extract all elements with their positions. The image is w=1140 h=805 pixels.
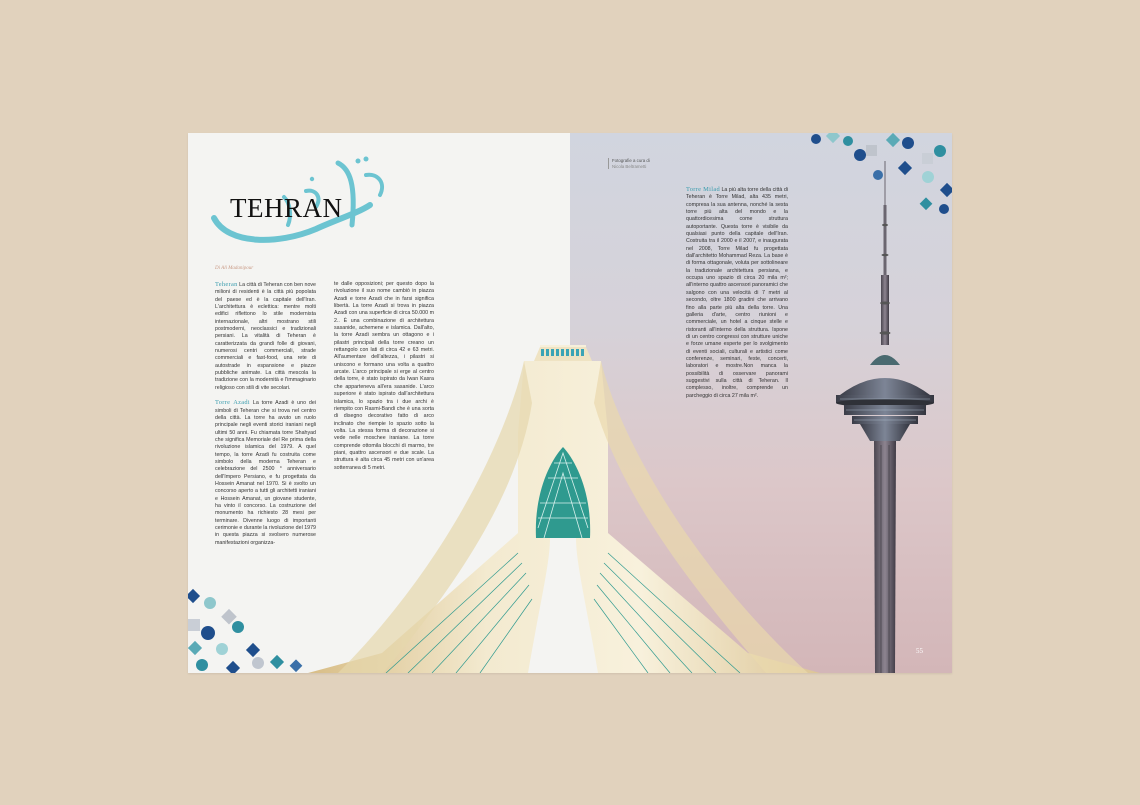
paragraph-azadi-continued: te dalle opposizioni; per questo dopo la rivoluzione il suo nome cambiò in piazza Azadi e torre Azadi che in farsi significa libertà. La torre Azadi si trova in piazza Azadi con una superficie di circa 50.000 m 2.. È una combinazione di architettura sasanide, achemene e islamica. Dall'alto, la torre Azadi sembra un ottagono e i pilastri principali della torre creano un rettangolo con lati di circa 42 e 63 metri. All'aumentare dell'altezza, i pilastri si uniscono e formano una volta a quattro arcate. L'arco principale si erge al centro della torre, è stato ispirato da Iwan Kasra che apparteneva all'era sasanide. L'arco superiore è stato ispirato dall'architettura islamica, lo spazio tra i due archi è riempito con Rasmi-Bandi che è una sorta di disegno decorativo fatto di arco inclinato che riempie lo spazio sotto la volta. La stessa forma di decorazione si vede nelle moschee iraniane. La torre comprende ottomila blocchi di marmo, tre piani, quattro ascensori e due scale. La struttura è alta circa 45 metri con un'area sotterranea di 5 metri. — [334, 281, 434, 471]
byline: Di Ali Madanipour — [215, 266, 254, 271]
paragraph-torre-milad — [686, 186, 788, 400]
column-3 — [686, 186, 788, 407]
photo-credit — [608, 158, 650, 169]
paragraph-teheran — [215, 281, 316, 392]
page-number: 55 — [916, 647, 923, 655]
photo-credit-line-2: Nicola Beltrametti — [612, 163, 647, 169]
text-torre-milad: La più alta torre della città di Teheran è Torre Milad, alta 435 metri, compresa la sua antenna, nonché la sesta torre più alta del mondo e la quattordicesima come struttura autoportante. Questa torre è visibile da qualsiasi punto della capitale dell'Iran. Costruita tra il 2000 e il 2007, e inaugurata nel 2008, Torre Milad fu progettata dall'architetto Mohammad Reza. La base è di forma ottagonale, voluta per sottolineare la tradizionale architettura persiana, e occupa uno spazio di circa 20 mila m²; all'interno quattro ascensori panoramici che salgono con una velocità di 7 metri al secondo, oltre 1800 gradini che arrivano fino alla parte più alta della torre. Una galleria d'arte, centro riunioni e commerciale, un hotel a cinque stelle e ristoranti all'interno della struttura. Ispone di un centro congressi con strutture uniche e forze umane esperte per lo svolgimento di eventi sociali, culturali e artistici come conferenze, seminari, feste, concerti, laboratori e mostre.Non manca la possibilità di osservare panorami suggestivi sulla città di Teheran. Il complesso, inoltre, comprende un parcheggio di circa 27 mila m². — [686, 187, 789, 399]
column-1 — [215, 281, 316, 554]
article-title: TEHRAN — [230, 193, 343, 223]
text-torre-azadi: La torre Azadi è uno dei simboli di Teheran che si trova nel centro della città. La torre ha avuto un ruolo principale negli eventi storici iraniani negli ultimi 50 anni. Fu chiamata torre Shahyad che significa Memoriale del Re prima della rivoluzione islamica del 1979. A quel tempo, la torre Azadi fu costruita come simbolo della moderna Teheran e celebrazione del 2500 ° anniversario dell'Impero Persiano, e fu progettata da Hossein Amanat nel 1970. Si è svolto un concorso aperto a tutti gli architetti iraniani e Hossein Amanat, un giovane studente, ha vinto il concorso. La costruzione del monumento ha richiesto 28 mesi per terminare. Divenne luogo di importanti cerimonie e durante la rivoluzione del 1979 in questa piazza si svolsero numerose manifestazioni organizza- — [215, 400, 316, 546]
milad-tower-illustration — [836, 161, 934, 673]
column-2 — [334, 281, 434, 479]
lead-torre-azadi: Torre Azadi — [215, 399, 250, 407]
lead-teheran: Teheran — [215, 281, 238, 288]
tile-pattern-top-right — [811, 133, 952, 214]
paragraph-torre-azadi — [215, 399, 316, 547]
photo-credit-line-1: Fotografie a cura di — [612, 158, 650, 163]
tile-pattern-bottom-left — [188, 589, 302, 673]
lead-torre-milad: Torre Milad — [686, 186, 720, 193]
magazine-spread — [188, 133, 952, 673]
text-teheran: La città di Teheran con ben nove milioni di residenti è la città più popolata del paese ed è la capitale dell'Iran. L'architettura è eclettica: mentre molti edifici riflettono lo stile modernista internazionale, altri mostrano stili postmoderni, neoclassici e tradizionali persiani. La vitalità di Teheran è caratterizzata da grandi folle di giovani, numerosi centri commerciali, strade commerciali e fast-food, una rete di autostrade in espansione e piazze pubbliche animate. La città mescola la tradizione con la modernità e l'immaginario religioso con stili di vite secolari. — [215, 282, 316, 391]
